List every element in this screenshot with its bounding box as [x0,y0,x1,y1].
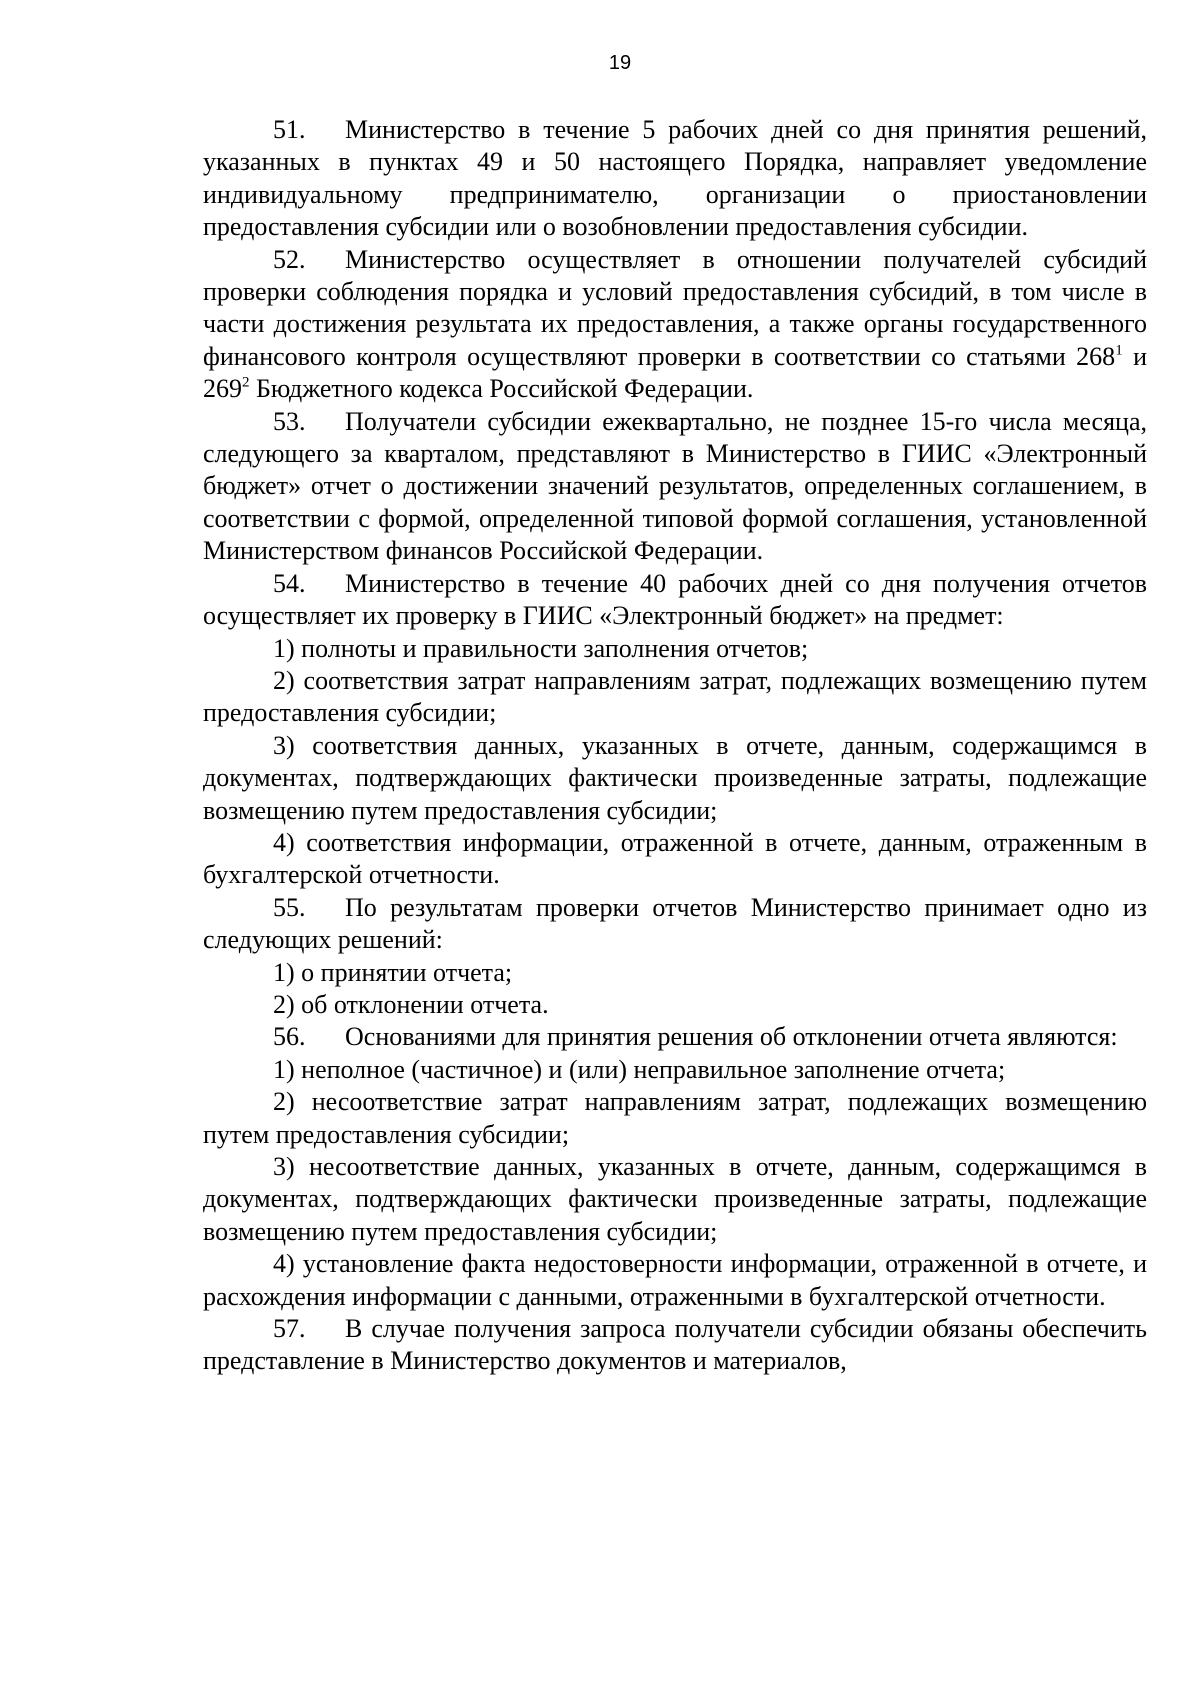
paragraph-number: 56. [273,1022,306,1052]
paragraph-number: 53. [273,406,306,436]
list-item: 1) о принятии отчета; [273,957,513,987]
paragraph-text: Министерство осуществляет в отношении получателей субсидий проверки соблюдения порядка и условий предоставления субсидий, в том числе в части достижения результата их предоставления, а также органы государственного финансового контроля осуществляют проверки в соответствии со статьями 268 [203,244,1147,371]
paragraph-number: 55. [273,892,306,922]
paragraph-text: Министерство в течение 40 рабочих дней со дня получения отчетов осуществляет их проверку в ГИИС «Электронный бюджет» на предмет: [203,568,1147,631]
paragraph-text: и 269 [203,341,1147,404]
paragraph-number: 57. [273,1314,306,1344]
paragraph-53 [203,406,1147,568]
paragraph-52 [203,244,1147,406]
paragraph-54 [203,568,1147,633]
paragraph-56 [203,1021,1147,1053]
paragraph-text: Бюджетного кодекса Российской Федерации. [249,374,754,404]
list-item: 4) установление факта недостоверности информации, отраженной в отчете, и расхождения информации с данными, отраженными в бухгалтерской отчетности. [203,1249,1147,1311]
paragraph-number: 54. [273,568,306,598]
list-item: 1) полноты и правильности заполнения отчетов; [273,633,809,663]
document-body [203,114,1147,1378]
paragraph-number: 51. [273,115,306,144]
list-item: 4) соответствия информации, отраженной в отчете, данным, отраженным в бухгалтерской отчетности. [203,827,1147,890]
paragraph-57 [203,1313,1147,1378]
paragraph-number: 52. [273,244,306,274]
list-item: 1) неполное (частичное) и (или) неправильное заполнение отчета; [273,1054,1006,1084]
list-item: 3) несоответствие данных, указанных в отчете, данным, содержащимся в документах, подтверждающих фактически произведенные затраты, подлежащие возмещению путем предоставления субсидии; [203,1152,1147,1246]
page-number: 19 [608,52,632,74]
paragraph-51 [203,114,1147,244]
paragraph-text: По результатам проверки отчетов Министерство принимает одно из следующих решений: [203,892,1147,955]
paragraph-text: Основаниями для принятия решения об отклонении отчета являются: [345,1022,1118,1052]
paragraph-55 [203,892,1147,957]
list-item: 2) об отклонении отчета. [273,989,549,1019]
paragraph-text: Получатели субсидии ежеквартально, не позднее 15-го числа месяца, следующего за кварталом, представляют в Министерство в ГИИС «Электронный бюджет» отчет о достижении значений результатов, определенных соглашением, в соответствии с формой, определенной типовой формой соглашения, установленной Министерством финансов Российской Федерации. [203,406,1147,566]
list-item: 3) соответствия данных, указанных в отчете, данным, содержащимся в документах, подтверждающих фактически произведенные затраты, подлежащие возмещению путем предоставления субсидии; [203,730,1147,825]
paragraph-text: Министерство в течение 5 рабочих дней со дня принятия решений, указанных в пунктах 49 и 50 настоящего Порядка, направляет уведомление индивидуальному предпринимателю, организации о приостановлении предоставления субсидии или о возобновлении предоставления субсидии. [203,115,1147,242]
superscript: 1 [1115,342,1123,359]
paragraph-text: В случае получения запроса получатели субсидии обязаны обеспечить представление в Министерство документов и материалов, [203,1314,1147,1376]
list-item: 2) соответствия затрат направлениям затрат, подлежащих возмещению путем предоставления субсидии; [203,665,1147,728]
superscript: 2 [242,374,250,391]
list-item: 2) несоответствие затрат направлениям затрат, подлежащих возмещению путем предоставления субсидии; [203,1087,1147,1149]
